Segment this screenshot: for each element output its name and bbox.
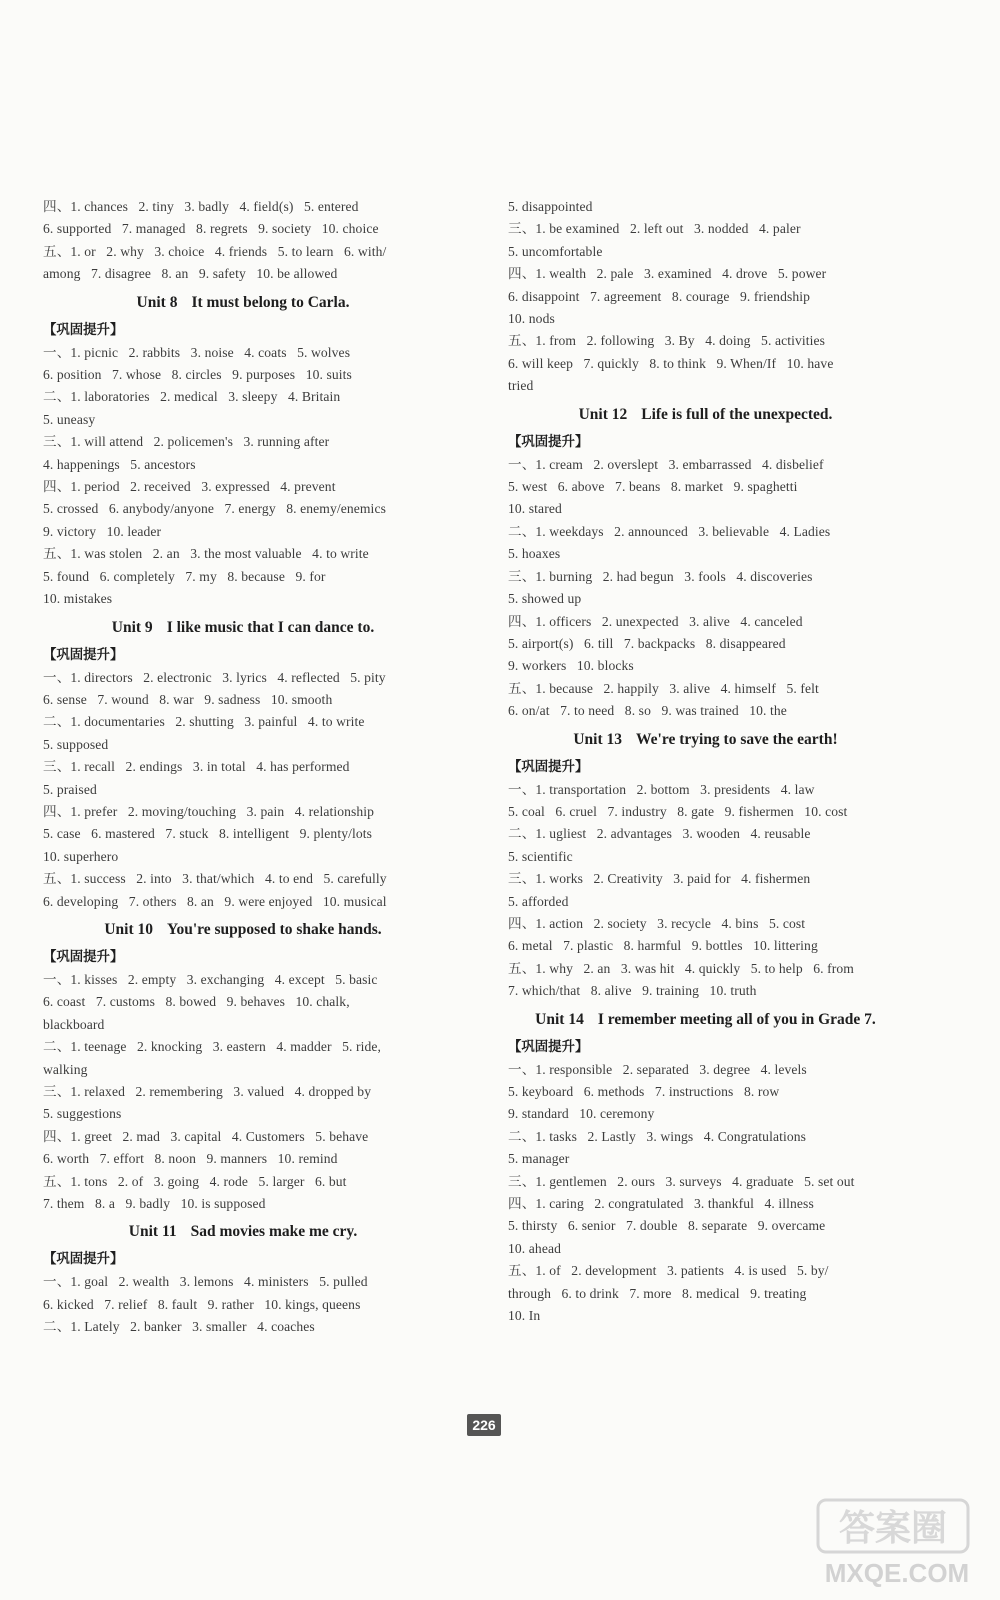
section-label: 【巩固提升】 (43, 1252, 124, 1268)
answer-line: 10. superhero (43, 848, 119, 864)
unit-title: It must belong to Carla. (191, 293, 350, 311)
page-number: 226 (467, 1414, 501, 1436)
answer-line: 6. on/at 7. to need 8. so 9. was trained 10. the (508, 703, 787, 719)
answer-line: 5. case 6. mastered 7. stuck 8. intelligent 9. plenty/lots (43, 826, 373, 842)
answer-line: 五、1. success 2. into 3. that/which 4. to end 5. carefully (43, 871, 387, 887)
answer-line: 五、1. tons 2. of 3. going 4. rode 5. larger 6. but (43, 1173, 347, 1189)
answer-line: 三、1. gentlemen 2. ours 3. surveys 4. graduate 5. set out (508, 1173, 855, 1189)
answer-line: 7. which/that 8. alive 9. training 10. truth (508, 983, 757, 999)
answer-line: 6. position 7. whose 8. circles 9. purposes 10. suits (43, 367, 352, 383)
answer-line: 四、1. greet 2. mad 3. capital 4. Customers 5. behave (43, 1128, 369, 1144)
answer-line: 5. praised (43, 781, 97, 797)
answer-line: 五、1. why 2. an 3. was hit 4. quickly 5. to help 6. from (508, 960, 854, 976)
answer-line: 二、1. tasks 2. Lastly 3. wings 4. Congratulations (508, 1128, 807, 1144)
answer-line: 6. supported 7. managed 8. regrets 9. society 10. choice (43, 221, 379, 237)
answer-line: 5. manager (508, 1151, 570, 1167)
answer-line: 一、1. kisses 2. empty 3. exchanging 4. except 5. basic (43, 971, 378, 987)
unit-title: We're trying to save the earth! (636, 730, 838, 748)
answer-line: 4. happenings 5. ancestors (43, 456, 196, 472)
right-column (508, 196, 903, 1327)
answer-line: 三、1. burning 2. had begun 3. fools 4. discoveries (508, 568, 813, 584)
answer-line: 6. will keep 7. quickly 8. to think 9. When/If 10. have (508, 355, 834, 371)
answer-line: 五、1. was stolen 2. an 3. the most valuable 4. to write (43, 546, 369, 562)
watermark-logo-text: 答案圈 (838, 1508, 948, 1549)
answer-line: 三、1. works 2. Creativity 3. paid for 4. fishermen (508, 871, 811, 887)
answer-line: 10. nods (508, 311, 555, 327)
answer-line: 5. suggestions (43, 1106, 122, 1122)
answer-line: 5. supposed (43, 736, 109, 752)
answer-line: 三、1. be examined 2. left out 3. nodded 4. paler (508, 221, 801, 237)
answer-line: 二、1. Lately 2. banker 3. smaller 4. coaches (43, 1319, 315, 1335)
answer-line: 10. In (508, 1308, 541, 1324)
unit-title: Sad movies make me cry. (190, 1223, 358, 1241)
answer-line: 5. scientific (508, 848, 573, 864)
unit-number: Unit 11 (128, 1223, 177, 1241)
unit-heading (508, 406, 903, 424)
answer-line: 五、1. because 2. happily 3. alive 4. himself 5. felt (508, 680, 819, 696)
answer-line: 5. thirsty 6. senior 7. double 8. separate 9. overcame (508, 1218, 826, 1234)
unit-title: I like music that I can dance to. (166, 618, 375, 636)
section-label: 【巩固提升】 (43, 949, 124, 965)
unit-number: Unit 8 (136, 293, 178, 311)
unit-title: You're supposed to shake hands. (167, 920, 382, 938)
answer-line: 5. disappointed (508, 199, 593, 214)
answer-line: 5. found 6. completely 7. my 8. because 9. for (43, 568, 326, 584)
watermark-logo (812, 1496, 982, 1592)
answer-line: 5. afforded (508, 893, 569, 909)
unit-heading (43, 921, 443, 939)
answer-line: 5. showed up (508, 591, 582, 607)
answer-line: 二、1. weekdays 2. announced 3. believable 4. Ladies (508, 523, 831, 539)
answer-line: 6. worth 7. effort 8. noon 9. manners 10. remind (43, 1151, 338, 1167)
answer-line: 5. keyboard 6. methods 7. instructions 8. row (508, 1084, 780, 1099)
answer-line: 9. standard 10. ceremony (508, 1106, 655, 1122)
answer-line: 一、1. responsible 2. separated 3. degree 4. levels (508, 1061, 807, 1077)
answer-line: 5. uncomfortable (508, 243, 603, 259)
section-label: 【巩固提升】 (508, 1039, 589, 1055)
answer-line: 10. stared (508, 501, 562, 517)
answer-line: 10. mistakes (43, 591, 113, 607)
answer-line: 一、1. cream 2. overslept 3. embarrassed 4. disbelief (508, 456, 824, 472)
section-label: 【巩固提升】 (43, 647, 124, 663)
answer-line: 6. disappoint 7. agreement 8. courage 9. friendship (508, 288, 811, 304)
answer-line: 二、1. laboratories 2. medical 3. sleepy 4. Britain (43, 389, 341, 405)
answer-line: 三、1. will attend 2. policemen's 3. running after (43, 434, 330, 450)
answer-line: 5. hoaxes (508, 546, 561, 562)
section-label: 【巩固提升】 (508, 759, 589, 775)
unit-number: Unit 14 (535, 1010, 584, 1028)
answer-line: 一、1. goal 2. wealth 3. lemons 4. ministers 5. pulled (43, 1274, 368, 1290)
unit-heading (43, 294, 443, 312)
unit-title: Life is full of the unexpected. (641, 405, 833, 423)
answer-line: 5. crossed 6. anybody/anyone 7. energy 8. enemy/enemics (43, 501, 386, 517)
section-label: 【巩固提升】 (43, 322, 124, 338)
answer-line: 9. workers 10. blocks (508, 658, 634, 674)
unit-title: I remember meeting all of you in Grade 7. (597, 1010, 876, 1028)
answer-line: through 6. to drink 7. more 8. medical 9. treating (508, 1285, 807, 1301)
unit-heading (43, 1223, 443, 1241)
answer-line: 三、1. relaxed 2. remembering 3. valued 4. dropped by (43, 1084, 372, 1099)
unit-heading (508, 731, 903, 749)
answer-line: among 7. disagree 8. an 9. safety 10. be allowed (43, 266, 338, 282)
answer-line: 四、1. action 2. society 3. recycle 4. bins 5. cost (508, 915, 806, 931)
answer-line: 10. ahead (508, 1240, 561, 1256)
answer-line: 二、1. documentaries 2. shutting 3. painful 4. to write (43, 714, 365, 730)
answer-line: 6. sense 7. wound 8. war 9. sadness 10. smooth (43, 691, 333, 707)
answer-line: 四、1. caring 2. congratulated 3. thankful 4. illness (508, 1196, 814, 1212)
unit-number: Unit 12 (578, 405, 628, 423)
answer-line: 一、1. directors 2. electronic 3. lyrics 4. reflected 5. pity (43, 669, 386, 685)
unit-heading (508, 1011, 903, 1029)
answer-line: 五、1. or 2. why 3. choice 4. friends 5. to learn 6. with/ (43, 243, 387, 259)
unit-number: Unit 10 (104, 920, 154, 938)
answer-line: 6. developing 7. others 8. an 9. were enjoyed 10. musical (43, 893, 387, 909)
unit-heading (43, 619, 443, 637)
answer-line: 四、1. period 2. received 3. expressed 4. prevent (43, 479, 336, 495)
answer-line: 一、1. transportation 2. bottom 3. presidents 4. law (508, 781, 815, 797)
answer-line: 四、1. chances 2. tiny 3. badly 4. field(s) 5. entered (43, 199, 359, 214)
answer-line: 9. victory 10. leader (43, 523, 162, 539)
answer-line: 5. coal 6. cruel 7. industry 8. gate 9. fishermen 10. cost (508, 803, 848, 819)
answer-line: blackboard (43, 1016, 105, 1032)
answer-line: 一、1. picnic 2. rabbits 3. noise 4. coats 5. wolves (43, 344, 351, 360)
answer-line: 5. airport(s) 6. till 7. backpacks 8. disappeared (508, 635, 786, 651)
unit-number: Unit 9 (111, 618, 153, 636)
answer-line: 二、1. ugliest 2. advantages 3. wooden 4. reusable (508, 826, 811, 842)
answer-line: 三、1. recall 2. endings 3. in total 4. has performed (43, 759, 350, 775)
answer-line: 五、1. from 2. following 3. By 4. doing 5. activities (508, 333, 826, 349)
answer-line: 5. west 6. above 7. beans 8. market 9. spaghetti (508, 479, 798, 495)
answer-line: 6. coast 7. customs 8. bowed 9. behaves 10. chalk, (43, 994, 350, 1010)
answer-line: tried (508, 378, 534, 394)
answer-line: 五、1. of 2. development 3. patients 4. is used 5. by/ (508, 1263, 829, 1279)
watermark-url: MXQE.COM (824, 1558, 970, 1588)
answer-line: 四、1. officers 2. unexpected 3. alive 4. canceled (508, 613, 803, 629)
answer-line: 7. them 8. a 9. badly 10. is supposed (43, 1196, 266, 1212)
unit-number: Unit 13 (573, 730, 623, 748)
answer-line: 四、1. wealth 2. pale 3. examined 4. drove 5. power (508, 266, 827, 282)
answer-line: 5. uneasy (43, 411, 96, 427)
answer-line: 四、1. prefer 2. moving/touching 3. pain 4. relationship (43, 803, 375, 819)
answer-line: walking (43, 1061, 88, 1077)
answer-line: 6. metal 7. plastic 8. harmful 9. bottles 10. littering (508, 938, 818, 954)
section-label: 【巩固提升】 (508, 434, 589, 450)
answer-line: 6. kicked 7. relief 8. fault 9. rather 10. kings, queens (43, 1296, 361, 1312)
left-column (43, 196, 443, 1339)
answer-line: 二、1. teenage 2. knocking 3. eastern 4. madder 5. ride, (43, 1039, 382, 1055)
